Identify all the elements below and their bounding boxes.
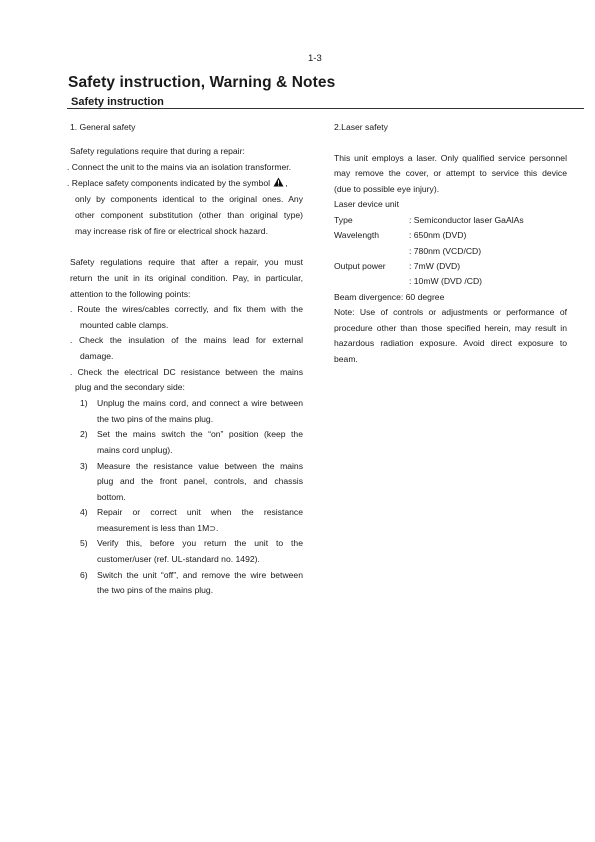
- step-6-number: 6): [80, 570, 88, 580]
- bullet-replace-components: [67, 176, 288, 192]
- step-6-line2: the two pins of the mains plug.: [97, 585, 214, 595]
- spec-output-label: Output power: [334, 261, 386, 271]
- step-1-line1: Unplug the mains cord, and connect a wire between: [97, 398, 303, 408]
- general-safety-heading: 1. General safety: [70, 122, 136, 132]
- laser-intro-line2: may remove the cover, or attempt to service this device: [334, 168, 567, 178]
- laser-intro-line1: This unit employs a laser. Only qualified service personnel: [334, 153, 567, 163]
- bullet-replace-comma: ,: [285, 178, 288, 188]
- step-5-line2: customer/user (ref. UL-standard no. 1492).: [97, 554, 260, 564]
- check-insulation-line1: . Check the insulation of the mains lead for external: [70, 335, 303, 345]
- laser-note-line2: procedure other than those specified herein, may result in: [334, 323, 567, 333]
- step-3-line3: bottom.: [97, 492, 126, 502]
- step-2-line1: Set the mains switch the “on” position (keep the: [97, 429, 303, 439]
- laser-note-line3: hazardous radiation exposure. Avoid direct exposure to: [334, 338, 567, 348]
- step-2-number: 2): [80, 429, 88, 439]
- bullet-replace-text: . Replace safety components indicated by the symbol: [67, 178, 271, 188]
- check-resistance-line2: plug and the secondary side:: [75, 382, 185, 392]
- check-insulation-line2: damage.: [80, 351, 114, 361]
- spec-wavelength-value-2: : 780nm (VCD/CD): [409, 246, 482, 256]
- step-4-line1: Repair or correct unit when the resistance: [97, 507, 303, 517]
- spec-output-value-1: : 7mW (DVD): [409, 261, 461, 271]
- laser-unit-label: Laser device unit: [334, 199, 399, 209]
- bullet-isolation: . Connect the unit to the mains via an isolation transformer.: [67, 162, 292, 172]
- bullet-replace-line4: may increase risk of fire or electrical shock hazard.: [75, 226, 268, 236]
- check-route-line2: mounted cable clamps.: [80, 320, 169, 330]
- title-divider: [67, 108, 584, 109]
- step-4-line2: [97, 521, 218, 537]
- laser-note-line4: beam.: [334, 354, 358, 364]
- beam-divergence: Beam divergence: 60 degree: [334, 292, 445, 302]
- step-1-line2: the two pins of the mains plug.: [97, 414, 214, 424]
- step-5-number: 5): [80, 538, 88, 548]
- step-3-number: 3): [80, 461, 88, 471]
- step-4-period: .: [215, 523, 219, 533]
- step-2-line2: mains cord unplug).: [97, 445, 173, 455]
- bullet-replace-line3: other component substitution (other than original type): [75, 210, 303, 220]
- ohm-symbol-icon: ⊃: [209, 524, 216, 533]
- spec-output-value-2: : 10mW (DVD /CD): [409, 276, 483, 286]
- check-resistance-line1: . Check the electrical DC resistance between the mains: [70, 367, 303, 377]
- page-number: 1-3: [308, 53, 322, 64]
- after-repair-line2: return the unit in its original condition. Pay, in particular,: [70, 273, 303, 283]
- check-route-line1: . Route the wires/cables correctly, and fix them with the: [70, 304, 303, 314]
- step-3-line1: Measure the resistance value between the mains: [97, 461, 303, 471]
- laser-safety-heading: 2.Laser safety: [334, 122, 388, 132]
- after-repair-line1: Safety regulations require that after a repair, you must: [70, 257, 303, 267]
- repair-intro: Safety regulations require that during a repair:: [70, 146, 245, 156]
- step-4-line2-text: measurement is less than 1M: [97, 523, 210, 533]
- step-3-line2: plug and the front panel, controls, and chassis: [97, 476, 303, 486]
- after-repair-line3: attention to the following points:: [70, 289, 191, 299]
- laser-intro-line3: (due to possible eye injury).: [334, 184, 440, 194]
- step-6-line1: Switch the unit “off”, and remove the wire between: [97, 570, 303, 580]
- step-5-line1: Verify this, before you return the unit to the: [97, 538, 303, 548]
- spec-type-value: : Semiconductor laser GaAlAs: [409, 215, 524, 225]
- section-title: Safety instruction: [71, 96, 164, 108]
- bullet-replace-line2: only by components identical to the original ones. Any: [75, 194, 303, 204]
- warning-triangle-icon: [273, 177, 284, 187]
- page-title: Safety instruction, Warning & Notes: [68, 74, 336, 91]
- spec-type-label: Type: [334, 215, 353, 225]
- step-1-number: 1): [80, 398, 88, 408]
- laser-note-line1: Note: Use of controls or adjustments or performance of: [334, 307, 567, 317]
- spec-wavelength-value-1: : 650nm (DVD): [409, 230, 467, 240]
- spec-wavelength-label: Wavelength: [334, 230, 380, 240]
- step-4-number: 4): [80, 507, 88, 517]
